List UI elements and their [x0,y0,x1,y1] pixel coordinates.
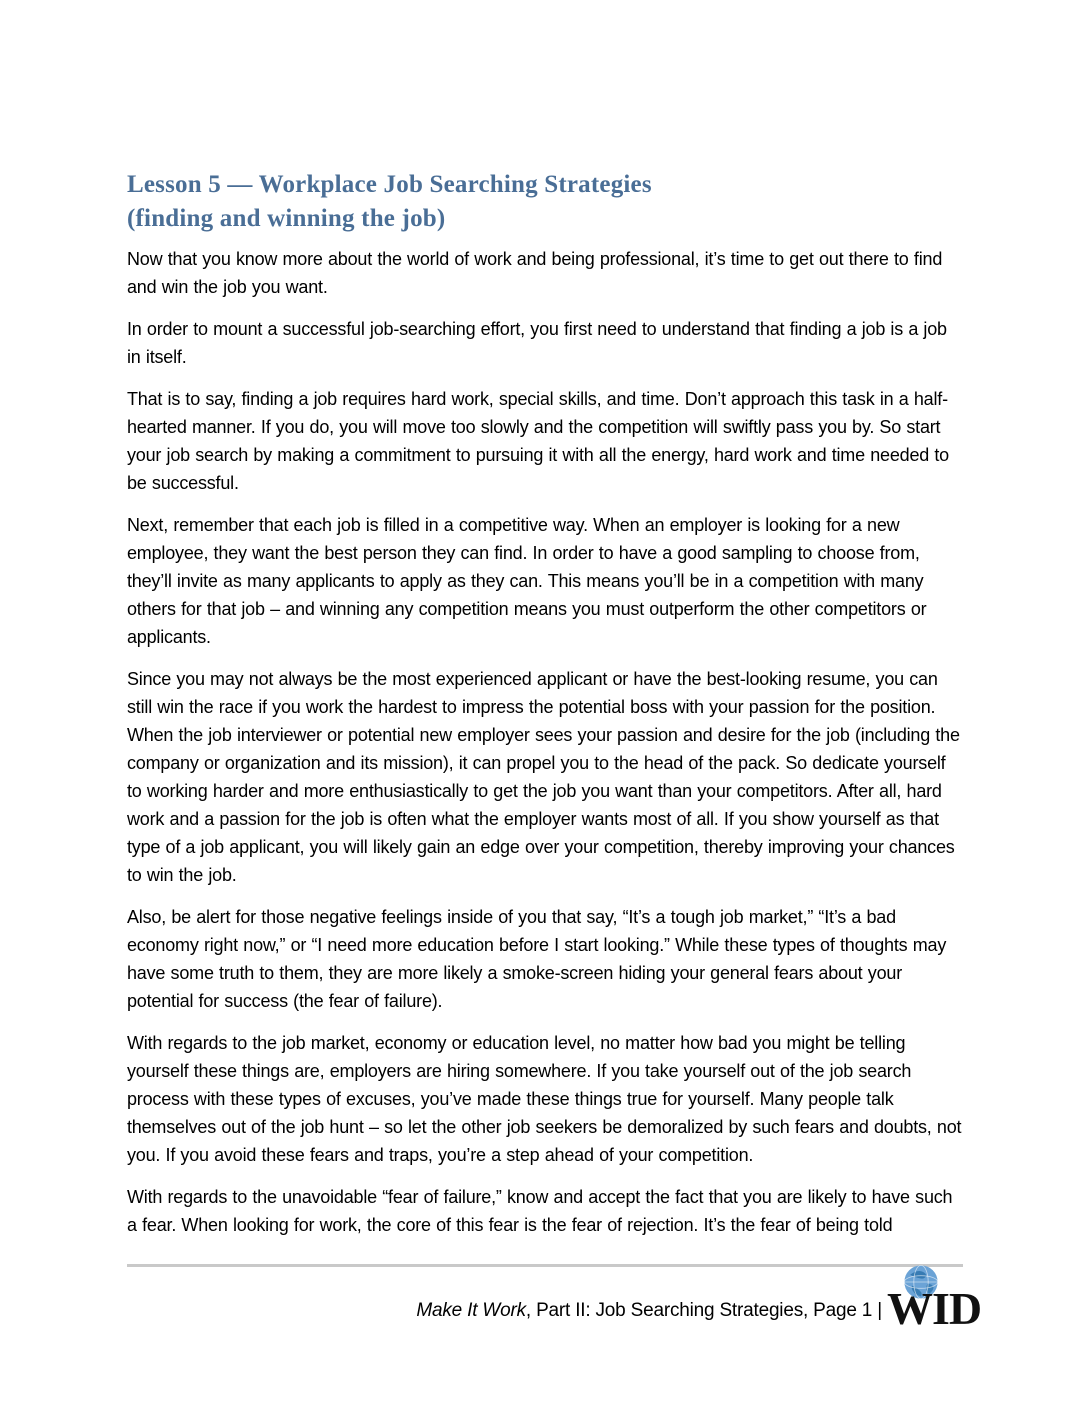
paragraph-1: Now that you know more about the world of work and being professional, it’s time to get out there to find and win the job you want. [127,249,943,297]
lesson-heading-line1: Lesson 5 — Workplace Job Searching Strategies [127,171,652,198]
wid-logo-text: WID [887,1283,982,1334]
footer-citation-rest: , Part II: Job Searching Strategies, Page 1 | [525,1300,882,1321]
paragraph-5: Since you may not always be the most experienced applicant or have the best-looking resume, you can still win the race if you work the hardest to impress the potential boss with your passion for the position. When the job interviewer or potential new employer sees your passion and desire for the job (including the company or organization and its mission), it can propel you to the head of the pack. So dedicate yourself to working harder and more enthusiastically to get the job you want than your competitors. After all, hard work and a passion for the job is often what the employer wants most of all. If you show yourself as that type of a job applicant, you will likely gain an edge over your competition, thereby improving your chances to win the job. [127,669,960,885]
paragraph-4: Next, remember that each job is filled in a competitive way. When an employer is looking for a new employee, they want the best person they can find. In order to have a good sampling to choose from, they’ll invite as many applicants to apply as they can. This means you’ll be in a competition with many others for that job – and winning any competition means you must outperform the other competitors or applicants. [127,515,927,647]
paragraph-3: That is to say, finding a job requires hard work, special skills, and time. Don’t approach this task in a half-hearted manner. If you do, you will move too slowly and the competition will swiftly pass you by. So start your job search by making a commitment to pursuing it with all the energy, hard work and time needed to be successful. [127,389,949,493]
document-content [127,168,962,1253]
paragraph-8: With regards to the unavoidable “fear of failure,” know and accept the fact that you are likely to have such a fear. When looking for work, the core of this fear is the fear of rejection. It’s the fear of being told [127,1187,953,1235]
footer-book-title: Make It Work [416,1300,526,1321]
paragraph-7: With regards to the job market, economy or education level, no matter how bad you might be telling yourself these things are, employers are hiring somewhere. If you take yourself out of the job search process with these types of excuses, you’ve made these things true for yourself. Many people talk themselves out of the job hunt – so let the other job seekers be demoralized by such fears and doubts, not you. If you avoid these fears and traps, you’re a step ahead of your competition. [127,1033,962,1165]
page-footer [127,1270,982,1334]
paragraph-6: Also, be alert for those negative feelings inside of you that say, “It’s a tough job market,” “It’s a bad economy right now,” or “I need more education before I start looking.” While these types of thoughts may have some truth to them, they are more likely a smoke-screen hiding your general fears about your potential for success (the fear of failure). [127,907,947,1011]
footer-citation [416,1299,882,1332]
lesson-heading-line2: (finding and winning the job) [127,205,446,232]
wid-logo [887,1270,982,1334]
lesson-heading [127,168,962,236]
body-paragraphs [127,245,962,1239]
paragraph-2: In order to mount a successful job-searching effort, you first need to understand that finding a job is a job in itself. [127,319,947,367]
footer-divider [127,1264,963,1267]
